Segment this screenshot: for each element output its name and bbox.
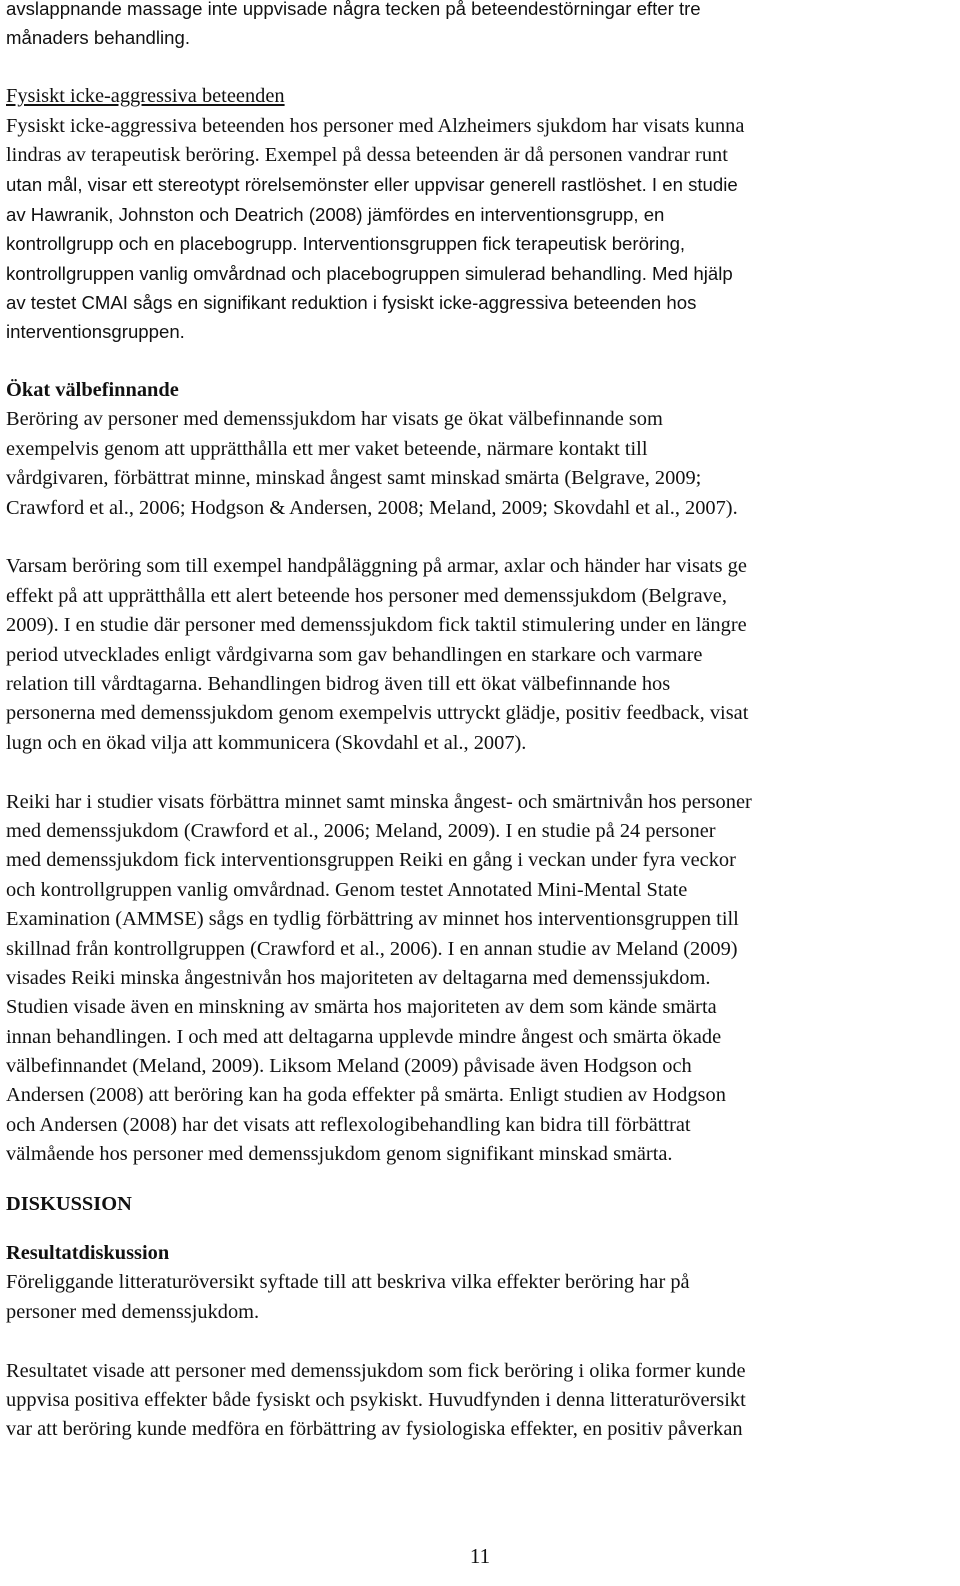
text-line: interventionsgruppen. (6, 321, 185, 343)
text-line: personerna med demenssjukdom genom exempelvis uttryckt glädje, positiv feedback, visat (6, 702, 749, 725)
text-line: Föreliggande litteraturöversikt syftade till att beskriva vilka effekter beröring har på (6, 1271, 690, 1294)
intro-paragraph (6, 0, 952, 53)
paragraph-spacer (6, 1327, 952, 1356)
text-line: och kontrollgruppen vanlig omvårdnad. Genom testet Annotated Mini-Mental State (6, 878, 688, 901)
text-line: Examination (AMMSE) sågs en tydlig förbättring av minnet hos interventionsgruppen till (6, 908, 739, 931)
text-line: Andersen (2008) att beröring kan ha goda effekter på smärta. Enligt studien av Hodgson (6, 1084, 726, 1107)
section-resultatdiskussion (6, 1239, 952, 1327)
text-line: Fysiskt icke-aggressiva beteenden hos personer med Alzheimers sjukdom har visats kunna (6, 114, 745, 137)
text-line: uppvisa positiva effekter både fysiskt och psykiskt. Huvudfynden i denna litteraturöversikt (6, 1388, 746, 1411)
text-line: lugn och en ökad vilja att kommunicera (Skovdahl et al., 2007). (6, 731, 527, 754)
text-line: visades Reiki minska ångestnivån hos majoriteten av deltagarna med demenssjukdom. (6, 966, 711, 989)
text-line: period utvecklades enligt vårdgivarna som gav behandlingen en starkare och varmare (6, 643, 703, 666)
text-line: månaders behandling. (6, 27, 191, 49)
text-line: med demenssjukdom (Crawford et al., 2006; Meland, 2009). I en studie på 24 personer (6, 819, 716, 842)
paragraph-spacer (6, 53, 952, 82)
text-line: med demenssjukdom fick interventionsgruppen Reiki en gång i veckan under fyra veckor (6, 849, 736, 872)
paragraph-spacer (6, 758, 952, 787)
text-line: skillnad från kontrollgruppen (Crawford et al., 2006). I en annan studie av Meland (2009) (6, 937, 738, 960)
text-line: avslappnande massage inte uppvisade några tecken på beteendestörningar efter tre (6, 0, 701, 19)
text-line: av testet CMAI sågs en signifikant reduktion i fysiskt icke-aggressiva beteenden hos (6, 291, 697, 313)
paragraph-spacer (6, 1170, 952, 1190)
text-line: vårdgivaren, förbättrat minne, minskad ångest samt minskad smärta (Belgrave, 2009; (6, 467, 702, 490)
text-line: välmående hos personer med demenssjukdom genom signifikant minskad smärta. (6, 1143, 673, 1166)
text-line: var att beröring kunde medföra en förbättring av fysiologiska effekter, en positiv påverkan (6, 1418, 743, 1441)
text-line: kontrollgrupp och en placebogrupp. Interventionsgruppen fick terapeutisk beröring, (6, 233, 686, 255)
text-line: av Hawranik, Johnston och Deatrich (2008) jämfördes en interventionsgrupp, en (6, 203, 665, 225)
text-line: och Andersen (2008) har det visats att reflexologibehandling kan bidra till förbättrat (6, 1113, 691, 1136)
section-diskussion (6, 1190, 952, 1219)
paragraph-resultatet (6, 1357, 952, 1445)
text-line: innan behandlingen. I och med att deltagarna upplevde mindre ångest och smärta ökade (6, 1025, 722, 1048)
text-line: Reiki har i studier visats förbättra minnet samt minska ångest- och smärtnivån hos personer (6, 790, 752, 813)
section-heading: Fysiskt icke-aggressiva beteenden (6, 85, 285, 108)
text-line: exempelvis genom att upprätthålla ett mer vaket beteende, närmare kontakt till (6, 437, 648, 460)
text-line: Studien visade även en minskning av smärta hos majoriteten av dem som kände smärta (6, 996, 717, 1019)
paragraph-spacer (6, 523, 952, 552)
text-line: Crawford et al., 2006; Hodgson & Andersen, 2008; Meland, 2009; Skovdahl et al., 2007). (6, 496, 738, 519)
text-line: 2009). I en studie där personer med demenssjukdom fick taktil stimulering under en längre (6, 614, 747, 637)
paragraph-spacer (6, 347, 952, 376)
text-line: välbefinnandet (Meland, 2009). Liksom Meland (2009) påvisade även Hodgson och (6, 1055, 692, 1078)
text-line: personer med demenssjukdom. (6, 1300, 260, 1323)
paragraph-reiki (6, 788, 952, 1170)
text-line: lindras av terapeutisk beröring. Exempel på dessa beteenden är då personen vandrar runt (6, 143, 728, 166)
page-number: 11 (469, 1544, 491, 1568)
text-line: kontrollgruppen vanlig omvårdnad och placebogruppen simulerad behandling. Med hjälp (6, 262, 733, 284)
text-line: Resultatet visade att personer med demenssjukdom som fick beröring i olika former kunde (6, 1359, 746, 1382)
section-okat-valbefinnande (6, 376, 952, 523)
paragraph-spacer (6, 1219, 952, 1239)
text-line: Beröring av personer med demenssjukdom har visats ge ökat välbefinnande som (6, 408, 663, 431)
section-heading: Resultatdiskussion (6, 1242, 170, 1265)
section-heading: Ökat välbefinnande (6, 379, 179, 402)
document-page (6, 0, 952, 1445)
text-line: relation till vårdtagarna. Behandlingen bidrog även till ett ökat välbefinnande hos (6, 672, 671, 695)
text-line: effekt på att upprätthålla ett alert beteende hos personer med demenssjukdom (Belgrave, (6, 584, 727, 607)
paragraph-varsam-beroring (6, 552, 952, 758)
text-line: utan mål, visar ett stereotypt rörelsemönster eller uppvisar generell rastlöshet. I en studie (6, 174, 738, 196)
section-fysiskt (6, 82, 952, 347)
text-line: Varsam beröring som till exempel handpåläggning på armar, axlar och händer har visats ge (6, 555, 747, 578)
chapter-heading: DISKUSSION (6, 1192, 132, 1215)
